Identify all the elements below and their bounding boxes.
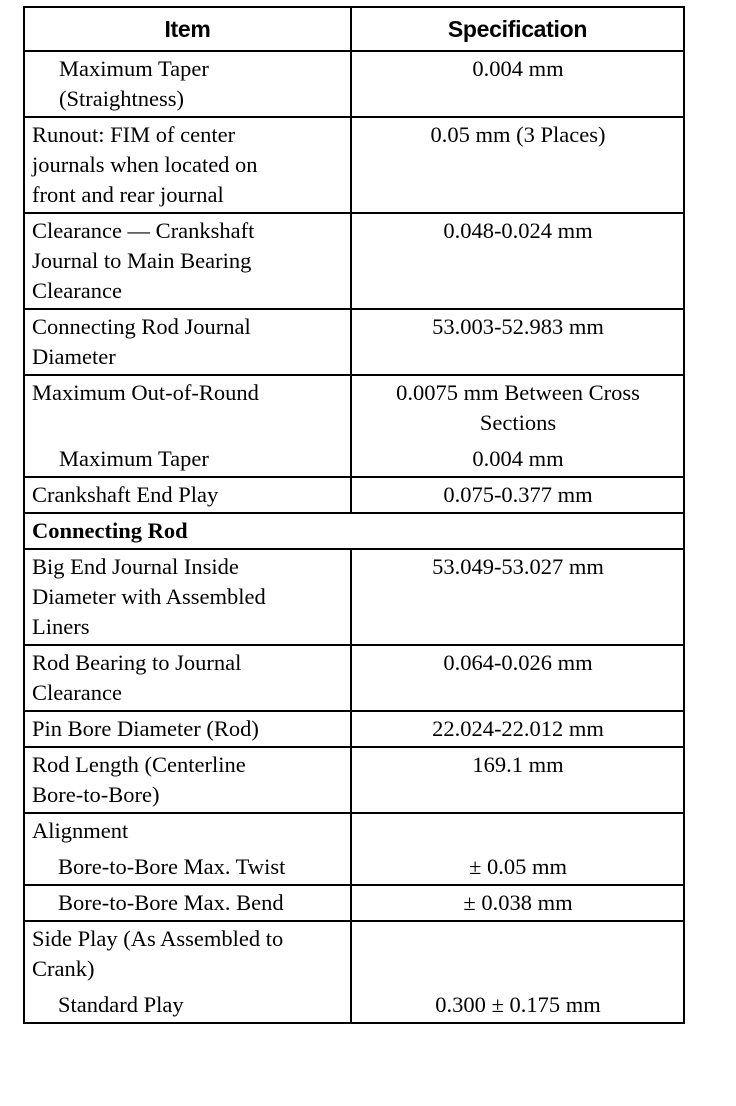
sub-spec-line: 0.004 mm [472, 446, 564, 471]
item-cell [24, 747, 351, 813]
table-row [24, 117, 684, 213]
item-cell [24, 375, 351, 477]
table-row [24, 885, 684, 921]
item-cell: Crankshaft End Play [24, 477, 351, 513]
item-cell [24, 117, 351, 213]
table-row [24, 747, 684, 813]
item-cell: Pin Bore Diameter (Rod) [24, 711, 351, 747]
item-line: Journal to Main Bearing [32, 248, 252, 273]
item-line: (Straightness) [59, 86, 184, 111]
table-row [24, 477, 684, 513]
spec-cell [351, 375, 684, 477]
spec-cell: 22.024-22.012 mm [351, 711, 684, 747]
sub-item-line: Bore-to-Bore Max. Twist [58, 854, 286, 879]
item-line: Diameter [32, 344, 116, 369]
table-row [24, 51, 684, 117]
item-cell [24, 309, 351, 375]
item-cell [24, 885, 351, 921]
item-line: Clearance [32, 680, 122, 705]
item-cell [24, 549, 351, 645]
item-line: Bore-to-Bore Max. Bend [58, 890, 284, 915]
item-line: Diameter with Assembled [32, 584, 266, 609]
item-cell [24, 921, 351, 1023]
column-header-specification: Specification [351, 7, 684, 51]
item-line: Clearance — Crankshaft [32, 218, 255, 243]
spec-table [23, 6, 685, 1024]
spec-cell: 169.1 mm [351, 747, 684, 813]
table-row [24, 213, 684, 309]
table-row [24, 549, 684, 645]
spec-cell: 53.049-53.027 mm [351, 549, 684, 645]
table-row [24, 813, 684, 885]
spec-cell: 0.064-0.026 mm [351, 645, 684, 711]
table-row [24, 645, 684, 711]
spec-cell [351, 921, 684, 1023]
item-line: Rod Length (Centerline [32, 752, 246, 777]
item-line: Connecting Rod Journal [32, 314, 251, 339]
sub-item-line: Standard Play [58, 992, 184, 1017]
item-line: Maximum Out-of-Round [32, 380, 259, 405]
item-line: front and rear journal [32, 182, 224, 207]
spec-cell: ± 0.038 mm [351, 885, 684, 921]
spec-cell: 53.003-52.983 mm [351, 309, 684, 375]
spec-cell: 0.075-0.377 mm [351, 477, 684, 513]
spec-cell: 0.048-0.024 mm [351, 213, 684, 309]
section-row [24, 513, 684, 549]
column-header-item: Item [24, 7, 351, 51]
spec-cell: 0.05 mm (3 Places) [351, 117, 684, 213]
item-line: Runout: FIM of center [32, 122, 236, 147]
item-line: journals when located on [32, 152, 258, 177]
item-line: Crank) [32, 956, 95, 981]
table-row [24, 309, 684, 375]
item-line: Bore-to-Bore) [32, 782, 160, 807]
sub-item-line: Maximum Taper [59, 446, 209, 471]
item-line: Maximum Taper [59, 56, 209, 81]
table-row [24, 375, 684, 477]
item-line: Liners [32, 614, 90, 639]
item-line: Side Play (As Assembled to [32, 926, 284, 951]
item-cell [24, 645, 351, 711]
sub-spec-line: 0.300 ± 0.175 mm [435, 992, 601, 1017]
spec-cell [351, 813, 684, 885]
item-cell [24, 51, 351, 117]
table-row [24, 711, 684, 747]
table-row [24, 921, 684, 1023]
spec-cell: 0.004 mm [351, 51, 684, 117]
spec-line: 0.0075 mm Between Cross [396, 380, 640, 405]
item-cell [24, 813, 351, 885]
spec-page [23, 6, 683, 1024]
spec-line: Sections [479, 410, 557, 435]
item-line: Rod Bearing to Journal [32, 650, 242, 675]
item-cell [24, 213, 351, 309]
table-header-row [24, 7, 684, 51]
item-line: Clearance [32, 278, 122, 303]
sub-spec-line: ± 0.05 mm [469, 854, 567, 879]
item-line: Big End Journal Inside [32, 554, 239, 579]
item-line: Alignment [32, 818, 129, 843]
section-heading: Connecting Rod [24, 513, 684, 549]
